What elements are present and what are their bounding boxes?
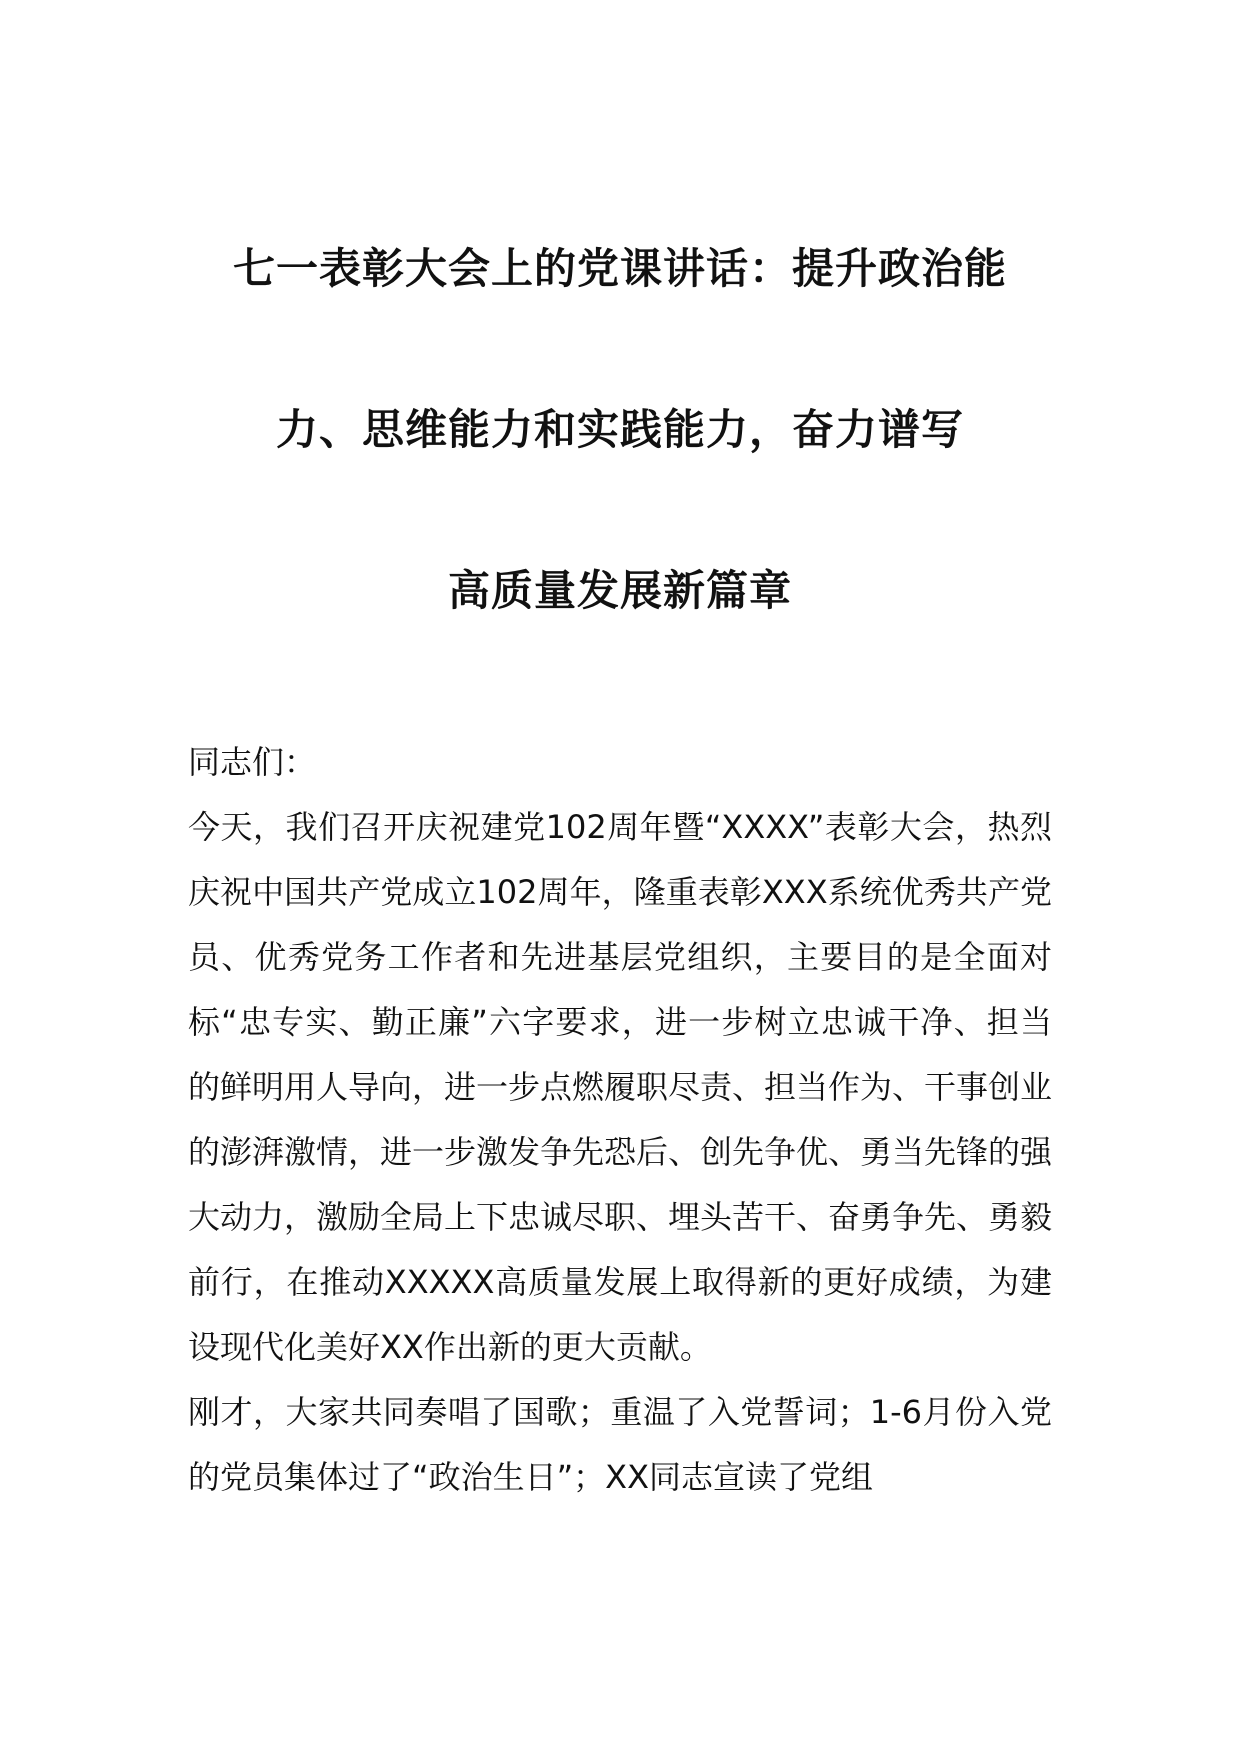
- paragraph-1: 今天，我们召开庆祝建党102周年暨“XXXX”表彰大会，热烈庆祝中国共产党成立102周年，隆重表彰XXX系统优秀共产党员、优秀党务工作者和先进基层党组织，主要目的是全面对标“忠专实、勤正廉”六字要求，进一步树立忠诚干净、担当的鲜明用人导向，进一步点燃履职尽责、担当作为、干事创业的澎湃激情，进一步激发争先恐后、创先争优、勇当先锋的强大动力，激励全局上下忠诚尽职、埋头苦干、奋勇争先、勇毅前行，在推动XXXXX高质量发展上取得新的更好成绩，为建设现代化美好XX作出新的更大贡献。: [188, 808, 1053, 1366]
- title-line-1: 七一表彰大会上的党课讲话：提升政治能: [232, 244, 1007, 293]
- title-line-2: 力、思维能力和实践能力，奋力谱写: [275, 405, 964, 454]
- salutation: 同志们：: [188, 743, 317, 781]
- document-body: [188, 730, 1052, 1510]
- title-line-3: 高质量发展新篇章: [447, 566, 792, 615]
- paragraph-2: 刚才，大家共同奏唱了国歌；重温了入党誓词；1-6月份入党的党员集体过了“政治生日”；XX同志宣读了党组: [188, 1393, 1052, 1496]
- document-title: [150, 188, 1090, 671]
